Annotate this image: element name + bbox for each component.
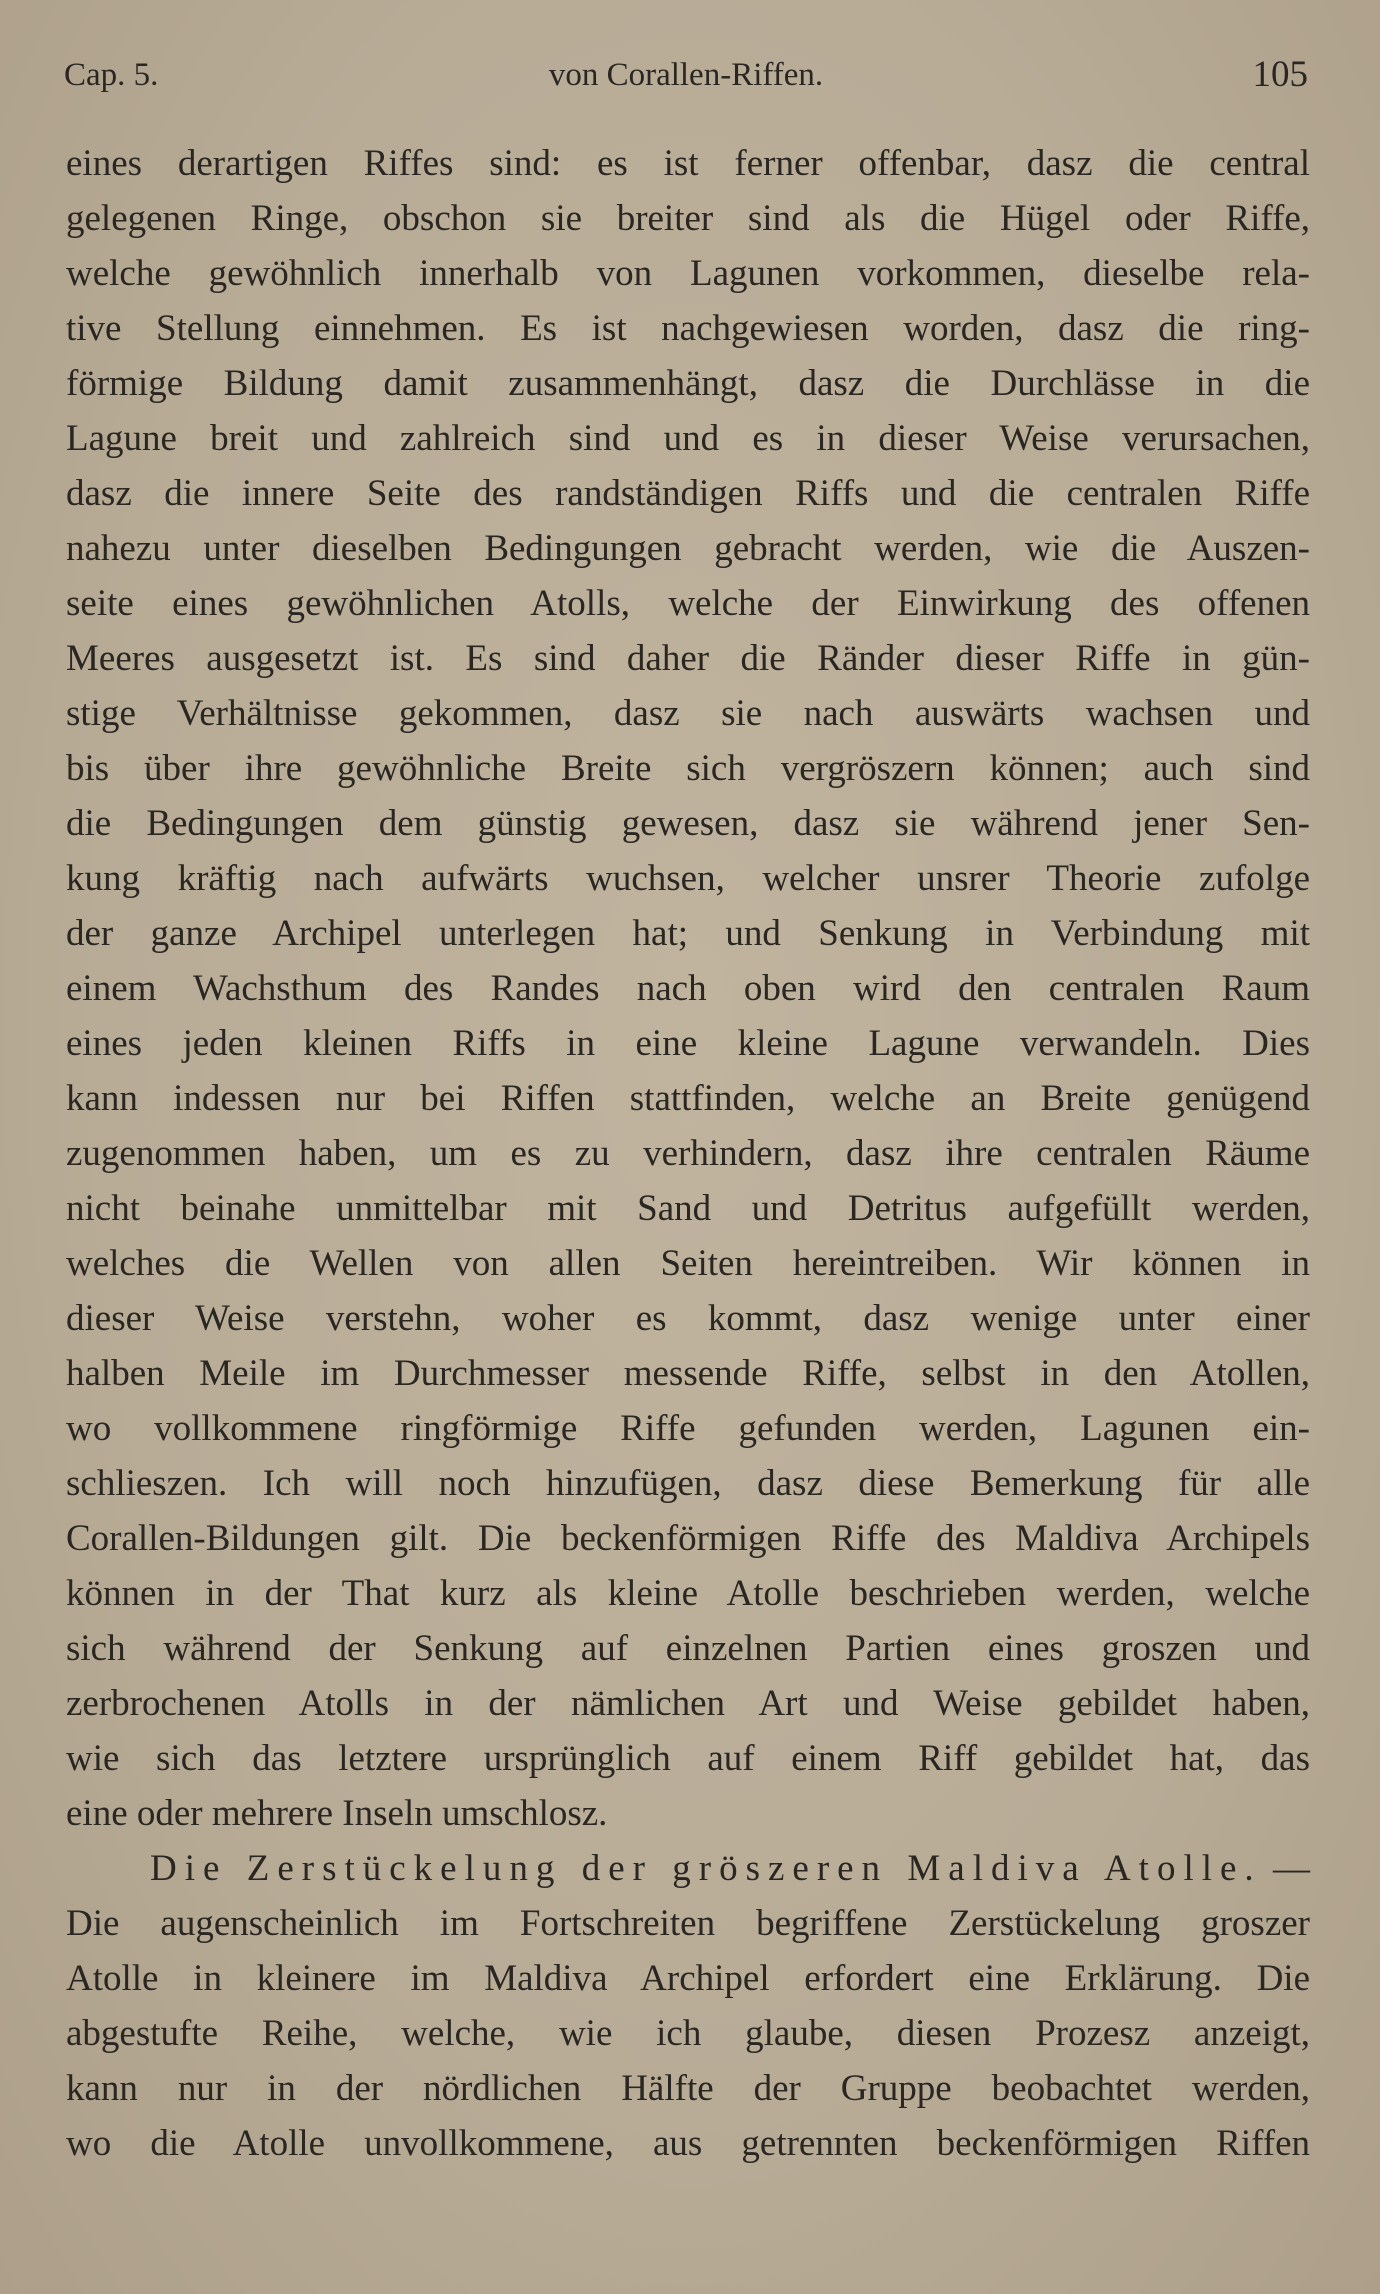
running-title: von Corallen-Riffen. [548, 57, 824, 93]
text-line: Meeres ausgesetzt ist. Es sind daher die Ränder dieser Riffe in gün- [66, 638, 1310, 679]
text-line: wo vollkommene ringförmige Riffe gefunden werden, Lagunen ein- [66, 1408, 1310, 1449]
text-line: kung kräftig nach aufwärts wuchsen, welcher unsrer Theorie zufolge [66, 858, 1310, 899]
text-line: kann nur in der nördlichen Hälfte der Gruppe beobachtet werden, [66, 2068, 1310, 2109]
text-line: stige Verhältnisse gekommen, dasz sie nach auswärts wachsen und [66, 693, 1310, 734]
text-line: dieser Weise verstehn, woher es kommt, dasz wenige unter einer [66, 1298, 1310, 1339]
text-line: Lagune breit und zahlreich sind und es in dieser Weise verursachen, [66, 418, 1310, 459]
text-line: welches die Wellen von allen Seiten hereintreiben. Wir können in [66, 1243, 1310, 1284]
text-line: dasz die innere Seite des randständigen Riffs und die centralen Riffe [66, 473, 1310, 514]
text-line: eines jeden kleinen Riffs in eine kleine Lagune verwandeln. Dies [66, 1023, 1310, 1064]
text-line: sich während der Senkung auf einzelnen Partien eines groszen und [66, 1628, 1310, 1669]
text-line: können in der That kurz als kleine Atolle beschrieben werden, welche [66, 1573, 1310, 1614]
text-line: eines derartigen Riffes sind: es ist ferner offenbar, dasz die central [66, 143, 1310, 184]
text-line: wie sich das letztere ursprünglich auf einem Riff gebildet hat, das [66, 1738, 1310, 1779]
chapter-label: Cap. 5. [64, 57, 159, 93]
text-line: der ganze Archipel unterlegen hat; und Senkung in Verbindung mit [66, 913, 1310, 954]
paragraph-2 [66, 1841, 1310, 2171]
text-line: abgestufte Reihe, welche, wie ich glaube, diesen Prozesz anzeigt, [66, 2013, 1310, 2054]
text-line: gelegenen Ringe, obschon sie breiter sind als die Hügel oder Riffe, [66, 198, 1310, 239]
text-line: bis über ihre gewöhnliche Breite sich vergröszern können; auch sind [66, 748, 1310, 789]
heading-dash: — [1261, 1848, 1310, 1889]
text-line: einem Wachsthum des Randes nach oben wird den centralen Raum [66, 968, 1310, 1009]
section-heading-line [66, 1841, 1310, 1896]
text-line: nicht beinahe unmittelbar mit Sand und Detritus aufgefüllt werden, [66, 1188, 1310, 1229]
text-line: schlieszen. Ich will noch hinzufügen, dasz diese Bemerkung für alle [66, 1463, 1310, 1504]
text-line: welche gewöhnlich innerhalb von Lagunen vorkommen, dieselbe rela- [66, 253, 1310, 294]
page-number: 105 [1252, 54, 1308, 95]
text-line: seite eines gewöhnlichen Atolls, welche der Einwirkung des offenen [66, 583, 1310, 624]
page-body [66, 136, 1310, 2171]
text-line: eine oder mehrere Inseln umschlosz. [66, 1793, 608, 1834]
text-line: die Bedingungen dem günstig gewesen, dasz sie während jener Sen- [66, 803, 1310, 844]
page-header [64, 50, 1308, 100]
paragraph-1 [66, 136, 1310, 1841]
text-line: Die augenscheinlich im Fortschreiten begriffene Zerstückelung groszer [66, 1903, 1310, 1944]
text-line: halben Meile im Durchmesser messende Riffe, selbst in den Atollen, [66, 1353, 1310, 1394]
text-line: nahezu unter dieselben Bedingungen gebracht werden, wie die Auszen- [66, 528, 1310, 569]
text-line: kann indessen nur bei Riffen stattfinden, welche an Breite genügend [66, 1078, 1310, 1119]
text-line: zerbrochenen Atolls in der nämlichen Art und Weise gebildet haben, [66, 1683, 1310, 1724]
text-line: zugenommen haben, um es zu verhindern, dasz ihre centralen Räume [66, 1133, 1310, 1174]
text-line: wo die Atolle unvollkommene, aus getrennten beckenförmigen Riffen [66, 2123, 1310, 2164]
text-line: tive Stellung einnehmen. Es ist nachgewiesen worden, dasz die ring- [66, 308, 1310, 349]
text-line: förmige Bildung damit zusammenhängt, dasz die Durchlässe in die [66, 363, 1310, 404]
text-line: Corallen-Bildungen gilt. Die beckenförmigen Riffe des Maldiva Archipels [66, 1518, 1310, 1559]
section-heading: Die Zerstückelung der gröszeren Maldiva Atolle. [150, 1848, 1262, 1889]
text-line: Atolle in kleinere im Maldiva Archipel erfordert eine Erklärung. Die [66, 1958, 1310, 1999]
